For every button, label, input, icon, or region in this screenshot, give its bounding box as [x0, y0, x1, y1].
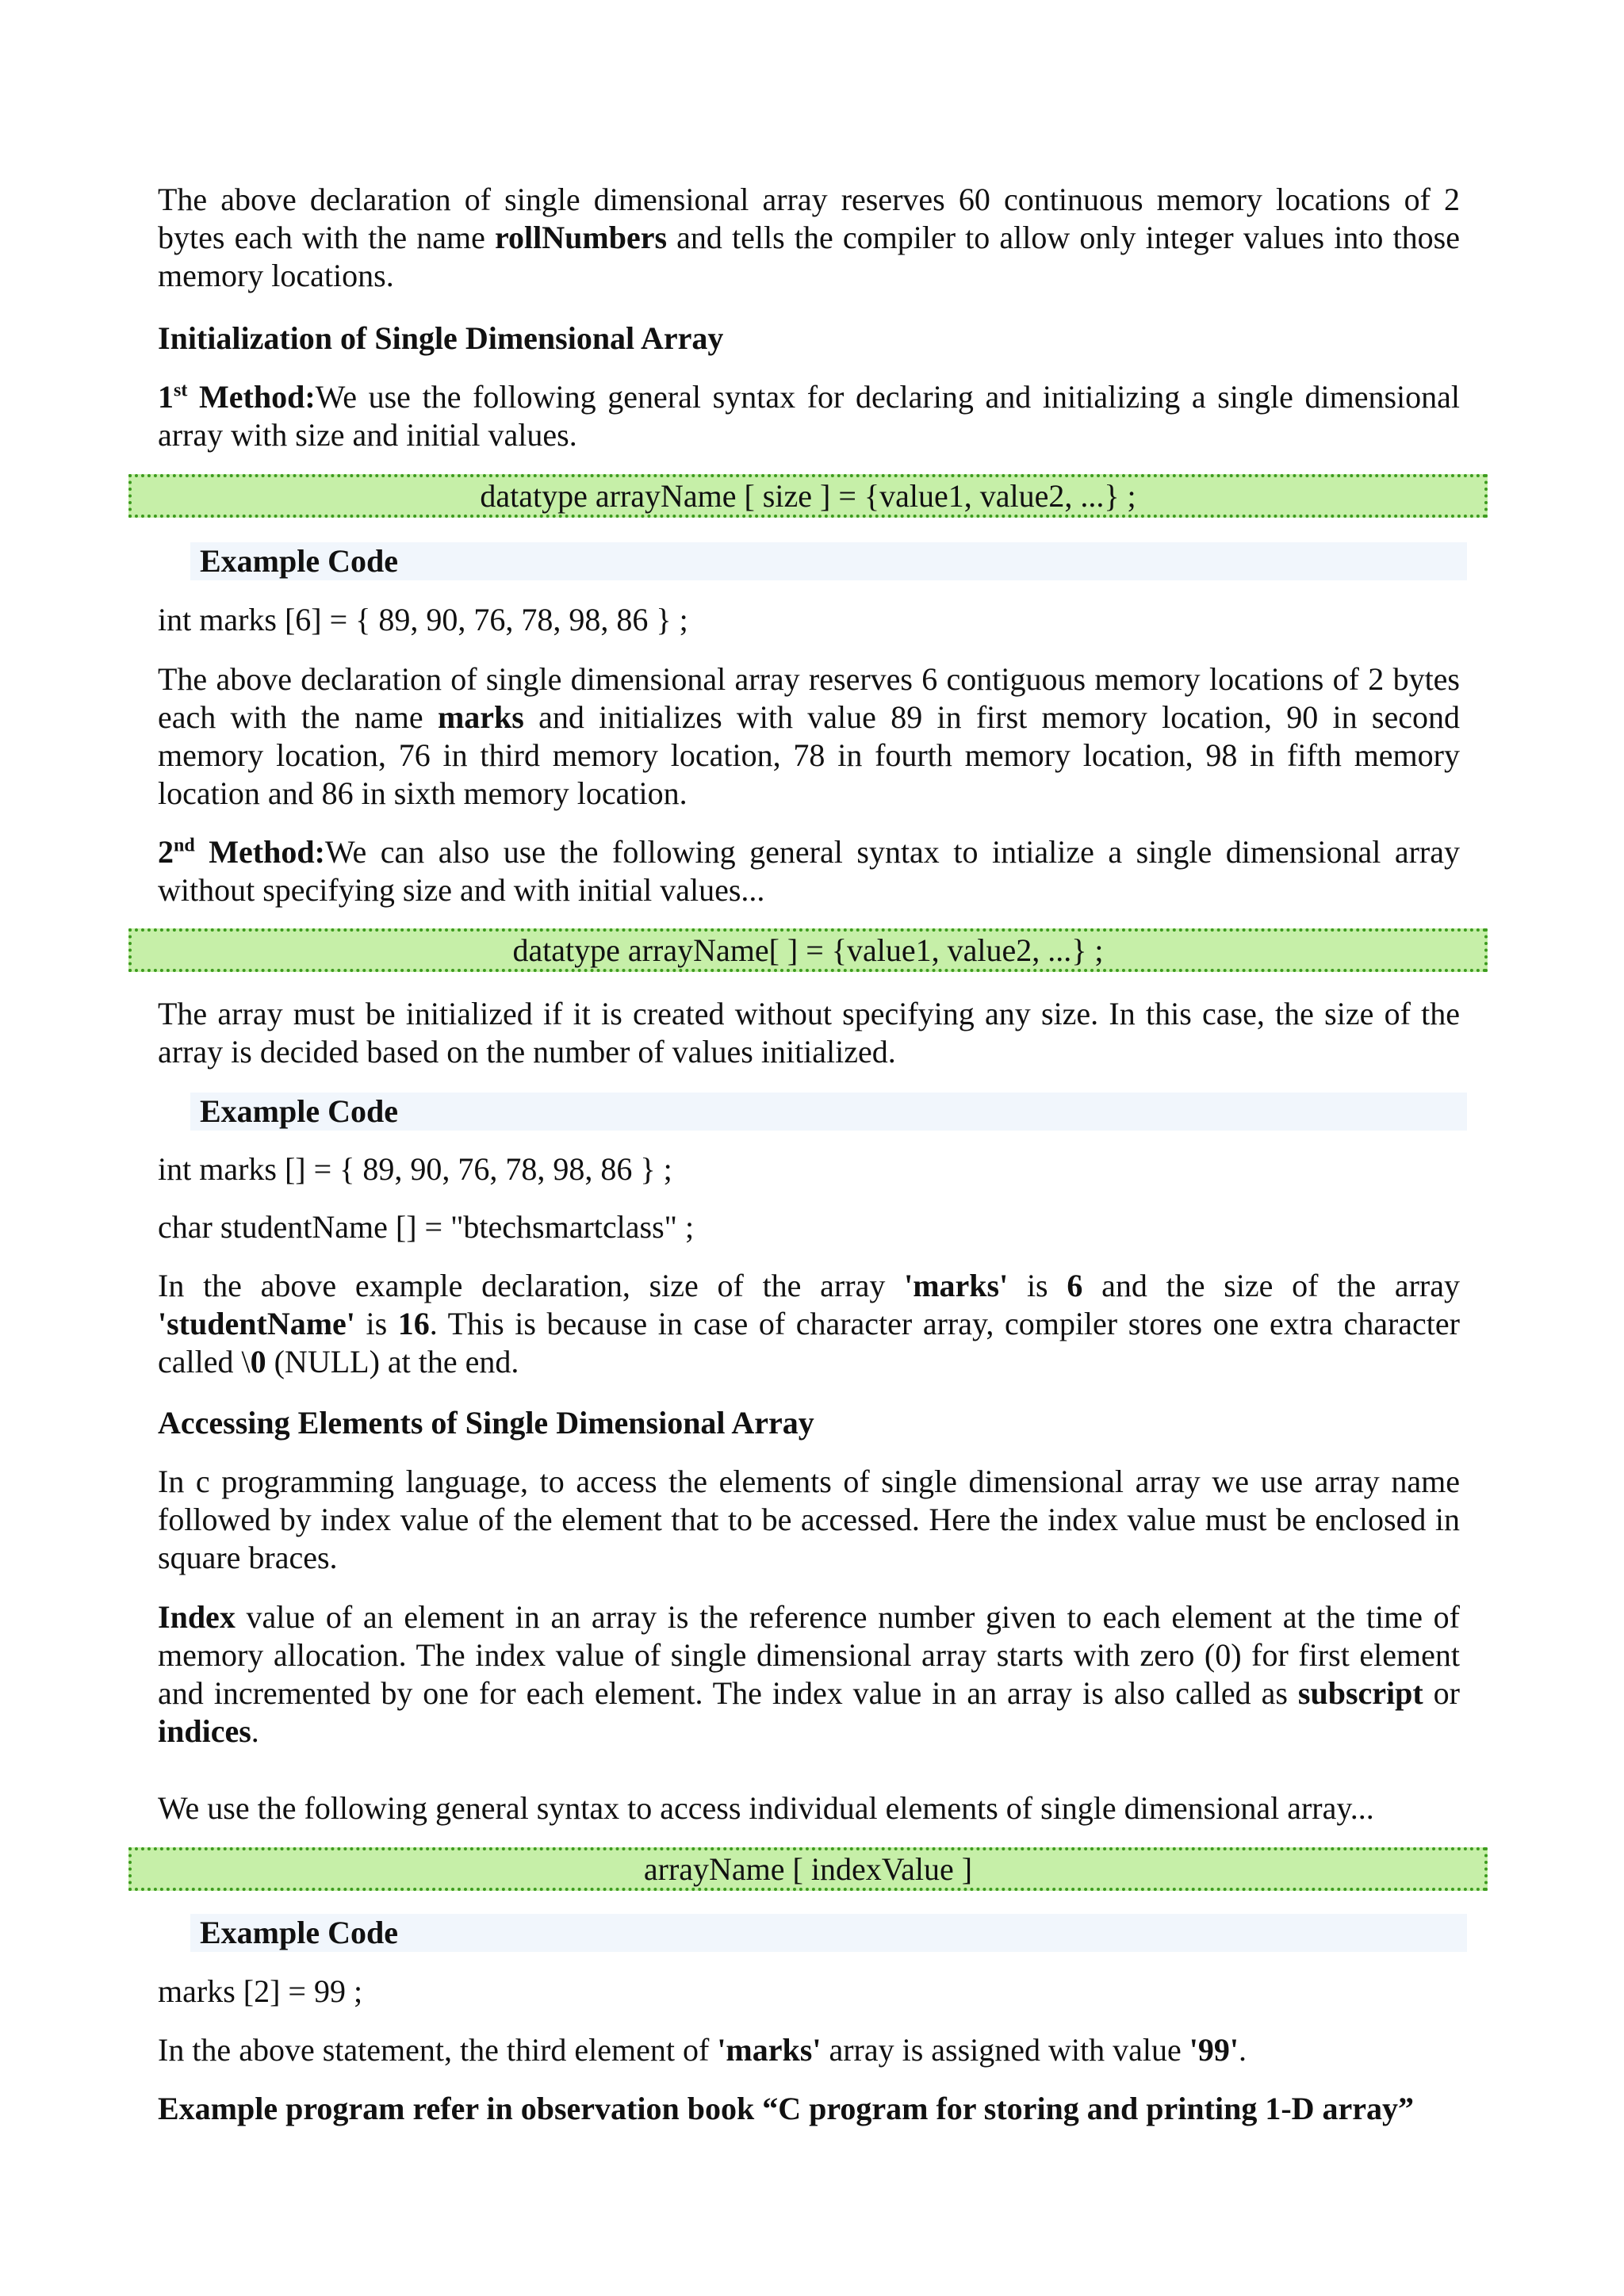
paragraph-assignment-explanation: In the above statement, the third element of 'marks' array is assigned with value '99'.: [158, 2032, 1247, 2068]
note-example-program: Example program refer in observation book “C program for storing and printing 1-D array”: [158, 2091, 1415, 2126]
syntax-box-declare-without-size: datatype arrayName[ ] = {value1, value2, ...} ;: [128, 928, 1488, 972]
paragraph-size-explanation: In the above example declaration, size of the array 'marks' is 6 and the size of the array 'studentName' is 16. This is because in case of character array, compiler stores one extra character called \0 (NULL) at the end.: [158, 1268, 1460, 1380]
syntax-box-access-element: arrayName [ indexValue ]: [128, 1847, 1488, 1891]
paragraph-declaration-rollnumbers: The above declaration of single dimensional array reserves 60 continuous memory locations of 2 bytes each with the name rollNumbers and tells the compiler to allow only integer values into those memory locations.: [158, 182, 1461, 293]
example-code-label: Example Code: [190, 1914, 1467, 1952]
code-line-studentname: char studentName [] = "btechsmartclass" ;: [158, 1209, 695, 1245]
example-code-label: Example Code: [190, 1093, 1467, 1131]
heading-accessing-elements: Accessing Elements of Single Dimensional Array: [158, 1405, 814, 1441]
code-line-marks-assign: marks [2] = 99 ;: [158, 1973, 363, 2009]
paragraph-array-size-rule: The array must be initialized if it is created without specifying any size. In this case, the size of the array is decided based on the number of values initialized.: [158, 996, 1460, 1070]
term-index: Index: [158, 1599, 236, 1635]
paragraph-method-1: 1st Method:We use the following general syntax for declaring and initializing a single dimensional array with size and initial values.: [158, 379, 1461, 453]
heading-initialization: Initialization of Single Dimensional Array: [158, 320, 724, 356]
term-subscript: subscript: [1297, 1675, 1423, 1711]
example-code-label: Example Code: [190, 542, 1467, 580]
paragraph-index-definition: Index value of an element in an array is the reference number given to each element at the time of memory allocation. The index value of single dimensional array starts with zero (0) for first element and incremented by one for each element. The index value in an array is also called as subscript or indices.: [158, 1599, 1460, 1749]
code-line-marks-sized: int marks [6] = { 89, 90, 76, 78, 98, 86 } ;: [158, 602, 688, 637]
paragraph-access-intro: In c programming language, to access the elements of single dimensional array we use array name followed by index value of the element that to be accessed. Here the index value must be enclosed in square braces.: [158, 1464, 1460, 1575]
term-indices: indices: [158, 1713, 251, 1749]
term-rollnumbers: rollNumbers: [495, 220, 668, 255]
paragraph-marks-explanation: The above declaration of single dimensional array reserves 6 contiguous memory locations of 2 bytes each with the name marks and initializes with value 89 in first memory location, 90 in second memory location, 76 in third memory location, 78 in fourth memory location, 98 in fifth memory location and 86 in sixth memory location.: [158, 661, 1460, 811]
term-marks: marks: [437, 699, 524, 735]
paragraph-access-syntax-intro: We use the following general syntax to access individual elements of single dimensional array...: [158, 1790, 1374, 1826]
code-line-marks-unsized: int marks [] = { 89, 90, 76, 78, 98, 86 } ;: [158, 1151, 672, 1187]
paragraph-method-2: 2nd Method:We can also use the following general syntax to intialize a single dimensional array without specifying size and with initial values...: [158, 834, 1460, 908]
syntax-box-declare-with-size: datatype arrayName [ size ] = {value1, value2, ...} ;: [128, 474, 1488, 518]
